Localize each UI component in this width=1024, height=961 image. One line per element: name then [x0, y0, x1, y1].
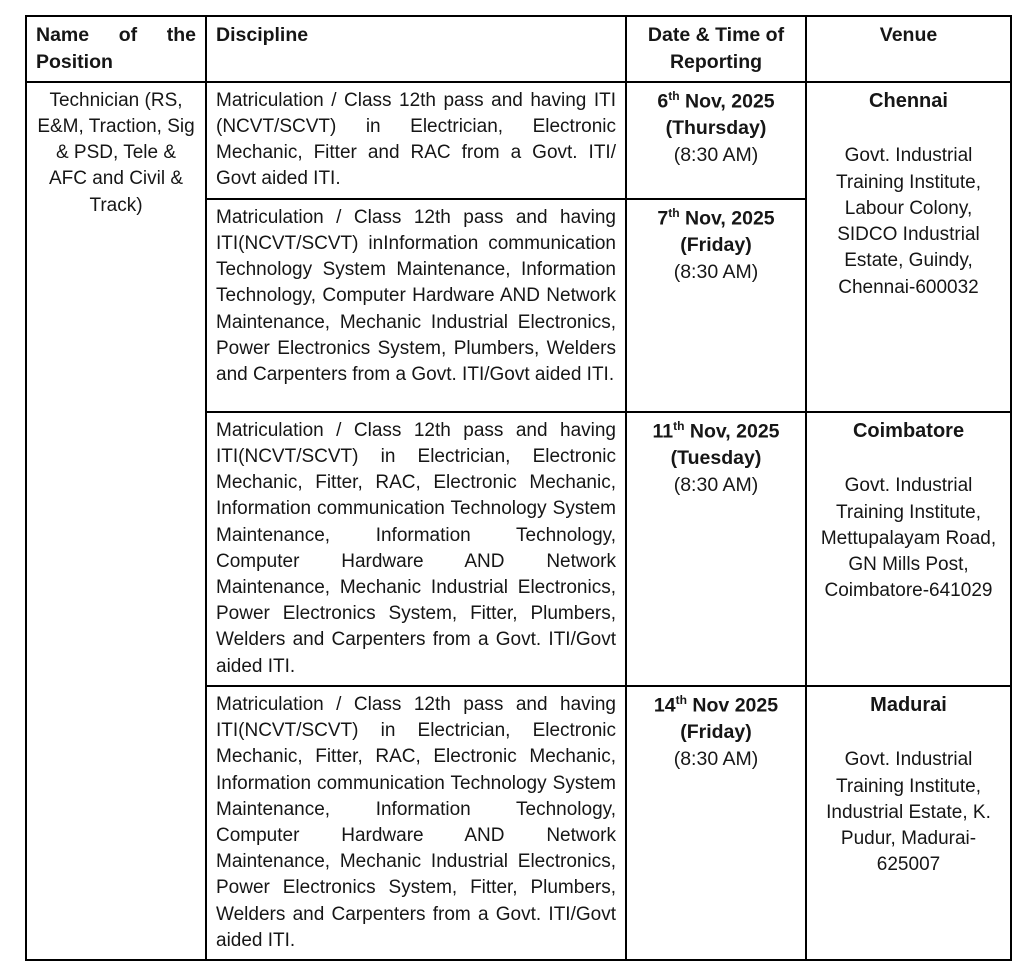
date-line	[636, 418, 796, 445]
venue-address: Govt. Industrial Training Institute, Industrial Estate, K. Pudur, Madurai-625007	[826, 749, 991, 876]
date-ordinal: th	[675, 692, 688, 707]
time-line: (8:30 AM)	[673, 748, 759, 771]
column-header-venue: Venue	[806, 16, 1011, 82]
date-month-year: Nov, 2025	[684, 420, 780, 443]
date-line	[636, 205, 796, 232]
venue-city: Madurai	[870, 693, 947, 716]
venue-city: Chennai	[869, 89, 948, 112]
weekday-line: (Thursday)	[665, 117, 767, 140]
time-line: (8:30 AM)	[673, 474, 759, 496]
weekday-line: (Tuesday)	[670, 447, 762, 470]
discipline-cell: Matriculation / Class 12th pass and having ITI(NCVT/SCVT) in Electrician, Electronic Mechanic, Fitter, RAC, Electronic Mechanic, Information communication Technology System Maintenance, Information Technology, Computer Hardware AND Network Maintenance, Mechanic Industrial Electronics, Power Electronics System, Fitter, Plumbers, Welders and Carpenters from a Govt. ITI/Govt aided ITI.	[206, 412, 626, 686]
date-ordinal: th	[668, 205, 680, 220]
venue-cell-coimbatore	[806, 412, 1011, 686]
date-ordinal: th	[668, 88, 680, 103]
table-header-row	[26, 16, 1011, 82]
date-month-year: Nov, 2025	[679, 207, 775, 230]
time-line: (8:30 AM)	[673, 261, 759, 283]
date-day: 11	[652, 420, 674, 443]
position-cell: Technician (RS, E&M, Traction, Sig & PSD, Tele & AFC and Civil & Track)	[26, 82, 206, 960]
date-month-year: Nov, 2025	[679, 90, 775, 113]
venue-address: Govt. Industrial Training Institute, Mettupalayam Road, GN Mills Post, Coimbatore-641029	[820, 475, 997, 602]
date-day: 6	[657, 90, 669, 113]
date-cell	[626, 82, 806, 199]
venue-cell-madurai	[806, 686, 1011, 960]
date-day: 14	[653, 694, 676, 717]
date-month-year: Nov 2025	[687, 694, 779, 717]
venue-city: Coimbatore	[852, 419, 965, 442]
date-line	[636, 88, 796, 115]
date-cell	[626, 199, 806, 412]
column-header-position: Name of the Position	[26, 16, 206, 82]
column-header-date-time: Date & Time of Reporting	[626, 16, 806, 82]
date-cell	[626, 686, 806, 960]
discipline-cell: Matriculation / Class 12th pass and having ITI(NCVT/SCVT) inInformation communication Technology System Maintenance, Information Technology, Computer Hardware AND Network Maintenance, Mechanic Industrial Electronics, Power Electronics System, Plumbers, Welders and Carpenters from a Govt. ITI/Govt aided ITI.	[206, 199, 626, 412]
weekday-line: (Friday)	[680, 721, 752, 744]
venue-address: Govt. Industrial Training Institute, Labour Colony, SIDCO Industrial Estate, Guindy, Chennai-600032	[835, 145, 982, 298]
venue-cell-chennai	[806, 82, 1011, 412]
date-ordinal: th	[673, 418, 685, 433]
time-line: (8:30 AM)	[673, 144, 759, 167]
table-row-chennai-1	[26, 82, 1011, 199]
date-day: 7	[657, 207, 669, 230]
discipline-cell: Matriculation / Class 12th pass and having ITI(NCVT/SCVT) in Electrician, Electronic Mechanic, Fitter, RAC, Electronic Mechanic, Information communication Technology System Maintenance, Information Technology, Computer Hardware AND Network Maintenance, Mechanic Industrial Electronics, Power Electronics System, Fitter, Plumbers, Welders and Carpenters from a Govt. ITI/Govt aided ITI.	[206, 686, 626, 960]
reporting-schedule-table	[25, 15, 1012, 961]
discipline-cell: Matriculation / Class 12th pass and having ITI (NCVT/SCVT) in Electrician, Electronic Mechanic, Fitter and RAC from a Govt. ITI/ Govt aided ITI.	[206, 82, 626, 199]
date-line	[636, 692, 796, 719]
weekday-line: (Friday)	[680, 234, 752, 257]
date-cell	[626, 412, 806, 686]
column-header-discipline: Discipline	[206, 16, 626, 82]
